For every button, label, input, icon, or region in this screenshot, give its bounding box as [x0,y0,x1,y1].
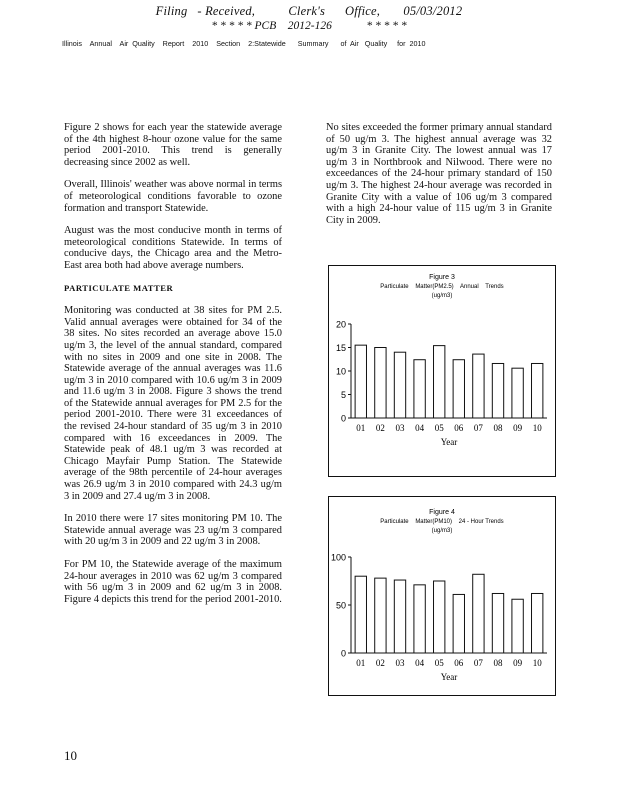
x-tick-label: 05 [434,423,444,433]
bar [512,368,523,418]
bar [375,348,386,419]
bar [532,363,543,418]
bar [492,363,503,418]
bar [414,585,425,653]
paragraph-ozone-trend: Figure 2 shows for each year the statewide average of the 4th highest 8-hour ozone value for the same period 2001-2010. This trend is generally decreasing since 2002 as well. [64,122,282,168]
x-tick-label: 07 [473,658,483,668]
chart-units: (ug/m3) [431,293,453,299]
section-heading-particulate-matter: PARTICULATE MATTER [64,282,174,293]
x-tick-label: 02 [375,423,385,433]
bar [355,576,366,653]
x-tick-label: 06 [454,658,464,668]
x-tick-label: 09 [513,658,523,668]
x-tick-label: 03 [395,658,405,668]
chart-title: Figure 3 [429,274,455,281]
bar [453,594,464,653]
figure-3-chart [328,265,556,477]
figure-4-chart [328,496,556,696]
x-tick-label: 03 [395,423,405,433]
x-tick-label: 01 [356,423,366,433]
chart-title: Figure 4 [429,509,455,516]
bar [532,593,543,653]
x-tick-label: 08 [493,423,503,433]
chart-units: (ug/m3) [431,528,453,534]
y-tick-label: 20 [335,319,346,330]
y-tick-label: 0 [340,413,346,424]
chart-subtitle: Particulate Matter(PM10) 24 - Hour Trends [380,519,504,525]
page-number: 10 [64,748,77,763]
y-tick-label: 100 [330,552,346,563]
x-tick-label: 10 [532,658,542,668]
y-tick-label: 5 [340,390,346,400]
x-tick-label: 05 [434,658,444,668]
left-text-column [64,122,282,616]
x-axis-label: Year [440,437,458,447]
bar [434,346,445,418]
right-text-column [326,122,552,237]
x-tick-label: 04 [415,658,425,668]
bar [434,581,445,653]
bar [394,352,405,418]
chart-subtitle: Particulate Matter(PM2.5) Annual Trends [380,284,504,290]
x-tick-label: 10 [532,423,542,433]
x-tick-label: 01 [356,658,366,668]
bar [512,599,523,653]
bar [473,354,484,418]
x-tick-label: 04 [415,423,425,433]
bar [453,360,464,418]
paragraph-august: August was the most conducive month in terms of meteorological conditions Statewide. In terms of conducive days, the Chicago area and the Metro-East area both had above average numbers. [64,225,282,271]
pcb-header: * * * * * PCB 2012-126 * * * * * [211,20,407,32]
figure-4-svg [329,497,555,695]
paragraph-pm25-monitoring: Monitoring was conducted at 38 sites for PM 2.5. Valid annual averages were obtained for 34 of the 38 sites. No sites recorded an average above 15.0 ug/m 3, the level of the annual standard, compared with no sites in 2009 and one site in 2008. The Statewide average of the annual averages was 11.6 ug/m 3 in 2010 compared with 10.6 ug/m 3 in 2009 and 11.6 ug/m 3 in 2008. Figure 3 shows the trend of the Statewide annual averages for PM 2.5 for the period 2001-2010. There were 31 exceedances of the revised 24-hour standard of 35 ug/m 3 in 2010 compared with 16 exceedances in 2009. The Statewide peak of 48.1 ug/m 3 was recorded at Chicago Mayfair Pump Station. The Statewide average of the 98th percentile of 24-hour averages was 26.9 ug/m 3 in 2010 compared with 24.3 ug/m 3 in 2009 and 27.4 ug/m 3 in 2008. [64,305,282,502]
filing-header: Filing - Received, Clerk's Office, 05/03/2012 [155,4,463,18]
figure-3-svg [329,266,555,476]
paragraph-pm10-24hour: For PM 10, the Statewide average of the maximum 24-hour averages in 2010 was 62 ug/m 3 compared with 56 ug/m 3 in 2009 and 62 ug/m 3 in 2008. Figure 4 depicts this trend for the period 2001-2010. [64,559,282,605]
x-tick-label: 02 [375,658,385,668]
bar [394,580,405,653]
x-tick-label: 09 [513,423,523,433]
report-running-title: Illinois Annual Air Quality Report 2010 Section 2:Statewide Summary of Air Quality for 2010 [62,39,426,48]
paragraph-pm10-sites: In 2010 there were 17 sites monitoring PM 10. The Statewide annual average was 23 ug/m 3 compared with 20 ug/m 3 in 2009 and 22 ug/m 3 in 2008. [64,513,282,548]
y-tick-label: 50 [335,600,346,611]
bar [492,593,503,653]
y-tick-label: 15 [335,343,346,353]
x-axis-label: Year [440,672,458,682]
y-tick-label: 10 [335,366,346,377]
paragraph-weather: Overall, Illinois' weather was above normal in terms of meteorological conditions favorable to ozone formation and transport Statewide. [64,179,282,214]
y-tick-label: 0 [340,648,346,659]
bar [355,345,366,418]
paragraph-pm10-standards: No sites exceeded the former primary annual standard of 50 ug/m 3. The highest annual average was 32 ug/m 3 in Granite City. The lowest annual was 17 ug/m 3 in Northbrook and Nilwood. There were no exceedances of the 24-hour primary standard of 150 ug/m 3. The highest 24-hour average was recorded in Granite City with a value of 106 ug/m 3 compared with a high 24-hour value of 115 ug/m 3 in Granite City in 2009. [326,122,552,226]
bar [375,578,386,653]
x-tick-label: 08 [493,658,503,668]
bar [414,360,425,418]
bar [473,574,484,653]
x-tick-label: 07 [473,423,483,433]
x-tick-label: 06 [454,423,464,433]
